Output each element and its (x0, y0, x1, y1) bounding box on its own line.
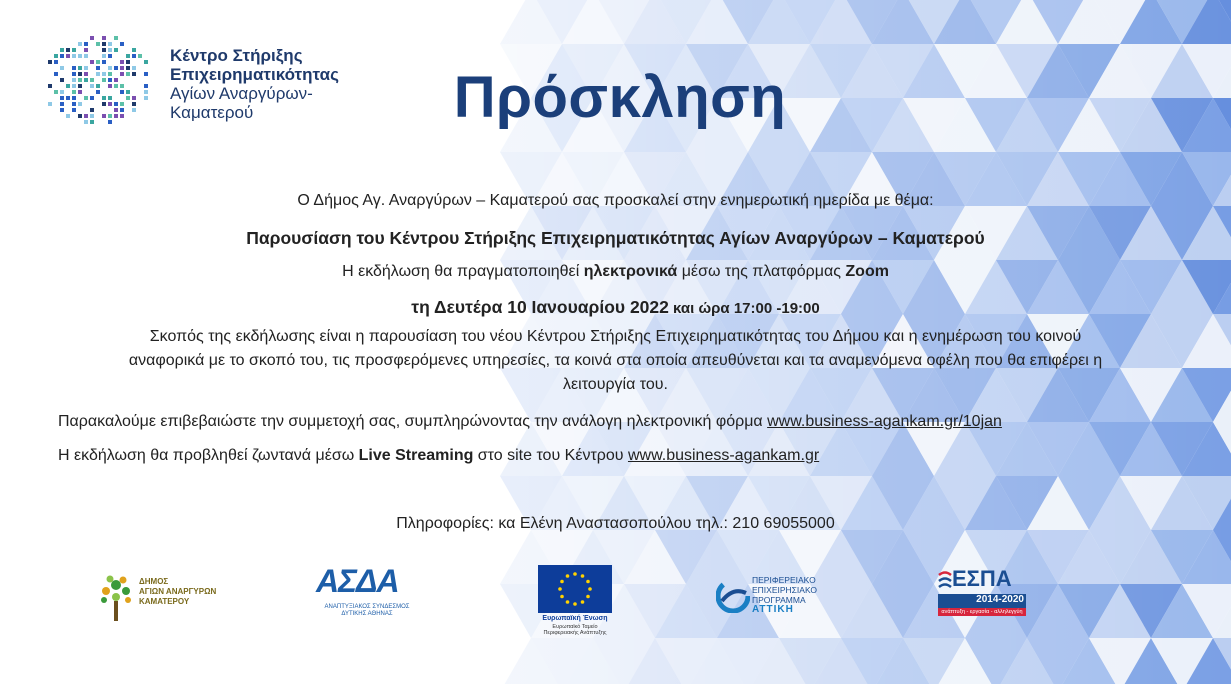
logo-dot (54, 60, 58, 64)
eu-fund-text (535, 624, 615, 636)
contact-info: Πληροφορίες: κα Ελένη Αναστασοπούλου τηλ.: 210 69055000 (396, 515, 835, 532)
espa-name: ΕΣΠΑ (952, 566, 1012, 591)
eu-star-icon (586, 595, 590, 599)
logo-dot (108, 96, 112, 100)
eu-star-icon (586, 580, 590, 584)
logo-dot (78, 84, 82, 88)
logo-dot (66, 54, 70, 58)
logo-dot (84, 72, 88, 76)
logo-dot (120, 42, 124, 46)
logo-dot (72, 66, 76, 70)
logo-dot (138, 54, 142, 58)
logo-dot (60, 90, 64, 94)
logo-dot (144, 72, 148, 76)
logo-dot (60, 108, 64, 112)
espa-logo (938, 568, 1028, 620)
asda-text (312, 604, 422, 618)
logo-dot (84, 66, 88, 70)
logo-dot (72, 72, 76, 76)
event-date (0, 297, 1231, 318)
logo-dot (108, 66, 112, 70)
logo-line-1: Κέντρο Στήριξης (170, 46, 303, 65)
wave-icon (938, 570, 952, 592)
logo-dot (132, 54, 136, 58)
logo-dot (132, 96, 136, 100)
logo-dot (96, 60, 100, 64)
ksea-logo (42, 24, 362, 134)
logo-dot (120, 114, 124, 118)
registration-form-link[interactable]: www.business-agankam.gr/10jan (767, 413, 1002, 430)
purpose-line-3: λειτουργία του. (563, 376, 668, 393)
logo-dot (84, 78, 88, 82)
eu-l1: Ευρωπαϊκό Ταμείο (552, 624, 598, 630)
eu-star-icon (560, 580, 564, 584)
logo-dot (102, 102, 106, 106)
logo-dot (54, 72, 58, 76)
logo-dot (90, 84, 94, 88)
logo-dot (114, 78, 118, 82)
logo-dot (102, 96, 106, 100)
eu-star-icon (560, 595, 564, 599)
municipality-text (139, 577, 216, 607)
logo-dot (72, 90, 76, 94)
logo-dot (78, 102, 82, 106)
logo-dot (102, 54, 106, 58)
online-pre: Η εκδήλωση θα πραγματοποιηθεί (342, 263, 584, 280)
logo-dot (144, 90, 148, 94)
logo-dot (72, 48, 76, 52)
logo-dot (132, 102, 136, 106)
logo-dot (108, 102, 112, 106)
stream-pre: Η εκδήλωση θα προβληθεί ζωντανά μέσω (58, 447, 359, 464)
logo-dot (90, 60, 94, 64)
municipality-l2: ΑΓΙΩΝ ΑΝΑΡΓΥΡΩΝ (139, 587, 217, 596)
logo-dot (66, 96, 70, 100)
eu-star-icon (573, 602, 577, 606)
eu-star-icon (581, 574, 585, 578)
tree-icon (95, 571, 137, 623)
logo-dot (114, 48, 118, 52)
pep-l2: ΕΠΙΧΕΙΡΗΣΙΑΚΟ (752, 585, 817, 595)
logo-dot (108, 120, 112, 124)
logo-dot (72, 84, 76, 88)
logo-dot (144, 84, 148, 88)
logo-dot (60, 48, 64, 52)
online-bold-electronic: ηλεκτρονικά (583, 263, 678, 280)
logo-dot (126, 66, 130, 70)
logo-dot (72, 78, 76, 82)
logo-dot (132, 108, 136, 112)
logo-dot (144, 60, 148, 64)
logo-dot (78, 66, 82, 70)
eu-star-icon (573, 572, 577, 576)
logo-dot (90, 108, 94, 112)
logo-line-4: Καματερού (170, 103, 254, 122)
eu-l2: Περιφερειακής Ανάπτυξης (543, 630, 607, 636)
eu-star-icon (588, 587, 592, 591)
event-date-time: και ώρα 17:00 -19:00 (668, 300, 820, 317)
purpose-paragraph (0, 325, 1231, 397)
logo-dot (66, 84, 70, 88)
logo-dot (78, 54, 82, 58)
logo-dot (102, 78, 106, 82)
logo-dot (102, 72, 106, 76)
logo-dot (96, 90, 100, 94)
eu-name: Ευρωπαϊκή Ένωση (542, 615, 608, 622)
asda-l1: ΑΝΑΠΤΥΞΙΑΚΟΣ ΣΥΝΔΕΣΜΟΣ (324, 604, 410, 610)
logo-dot (60, 78, 64, 82)
logo-dot (102, 42, 106, 46)
stream-mid: στο site του Κέντρου (473, 447, 628, 464)
logo-dot (78, 114, 82, 118)
pep-text (752, 575, 817, 615)
logo-dot (60, 96, 64, 100)
logo-dot (102, 48, 106, 52)
logo-dot (126, 90, 130, 94)
logo-dot (120, 108, 124, 112)
espa-slogan: ανάπτυξη - εργασία - αλληλεγγύη (938, 608, 1026, 616)
logo-dot (66, 48, 70, 52)
stream-text (58, 447, 819, 465)
online-mid: μέσω της πλατφόρμας (677, 263, 846, 280)
logo-dot (72, 102, 76, 106)
logo-dot (120, 60, 124, 64)
logo-dot (108, 78, 112, 82)
logo-dot (114, 114, 118, 118)
eu-star-icon (566, 600, 570, 604)
logo-dot (108, 84, 112, 88)
logo-dot (120, 102, 124, 106)
confirm-text (58, 413, 1002, 431)
logo-dot (90, 120, 94, 124)
logo-dot (102, 60, 106, 64)
eu-flag-icon (538, 565, 612, 613)
page-title: Πρόσκληση (453, 65, 787, 130)
logo-line-3: Αγίων Αναργύρων- (170, 84, 313, 103)
online-platform-text (0, 263, 1231, 281)
logo-dot (48, 84, 52, 88)
logo-dot (90, 36, 94, 40)
logo-dot (102, 36, 106, 40)
logo-dot (108, 42, 112, 46)
logo-dot (60, 54, 64, 58)
logo-dot (102, 114, 106, 118)
logo-dot (84, 48, 88, 52)
intro-text: Ο Δήμος Αγ. Αναργύρων – Καματερού σας προσκαλεί στην ενημερωτική ημερίδα με θέμα: (297, 192, 934, 209)
logo-dot (72, 108, 76, 112)
eu-star-icon (558, 587, 562, 591)
logo-dot (120, 84, 124, 88)
logo-dot (132, 72, 136, 76)
eu-star-icon (566, 574, 570, 578)
logo-dot (72, 54, 76, 58)
logo-dot (84, 96, 88, 100)
logo-dot (78, 42, 82, 46)
logo-dot (84, 120, 88, 124)
municipality-l3: ΚΑΜΑΤΕΡΟΥ (139, 597, 190, 606)
logo-dot (126, 54, 130, 58)
logo-dot (90, 114, 94, 118)
stream-bold: Live Streaming (358, 447, 474, 464)
purpose-line-2: αναφορικά με το σκοπό του, τις προσφερόμενες υπηρεσίες, τα κοινά στα οποία απευθύνεται και τα αναμενόμενα οφέλη που θα επιφέρει η (128, 352, 1103, 369)
logo-dot (114, 108, 118, 112)
logo-dot (48, 102, 52, 106)
dot-cluster-icon (42, 24, 167, 134)
event-date-day: τη Δευτέρα 10 Ιανουαρίου 2022 (411, 297, 669, 317)
logo-dot (108, 54, 112, 58)
logo-dot (120, 72, 124, 76)
logo-dot (132, 48, 136, 52)
espa-years: 2014-2020 (938, 594, 1026, 608)
asda-mark: ΑΣΔΑ (316, 563, 399, 599)
logo-dot (96, 42, 100, 46)
logo-dot (84, 42, 88, 46)
logo-line-2: Επιχειρηματικότητας (170, 65, 339, 84)
logo-dot (78, 90, 82, 94)
logo-dot (114, 66, 118, 70)
municipality-logo (95, 571, 235, 626)
event-subject: Παρουσίαση του Κέντρου Στήριξης Επιχειρηματικότητας Αγίων Αναργύρων – Καματερού (246, 228, 985, 248)
logo-dot (84, 114, 88, 118)
logo-dot (114, 102, 118, 106)
logo-dot (120, 66, 124, 70)
logo-dot (108, 114, 112, 118)
logo-dot (114, 84, 118, 88)
logo-dot (78, 72, 82, 76)
asda-logo (312, 563, 422, 623)
logo-dot (144, 96, 148, 100)
logo-dot (114, 36, 118, 40)
logo-dot (126, 60, 130, 64)
logo-dot (72, 96, 76, 100)
pep-l3: ΠΡΟΓΡΑΜΜΑ (752, 595, 806, 605)
online-bold-zoom: Zoom (845, 263, 889, 280)
eu-star-icon (581, 600, 585, 604)
logo-dot (126, 96, 130, 100)
municipality-l1: ΔΗΜΟΣ (139, 577, 169, 586)
logo-dot (108, 72, 112, 76)
purpose-line-1: Σκοπός της εκδήλωσης είναι η παρουσίαση του νέου Κέντρου Στήριξης Επιχειρηματικότητας του Δήμου και η ενημέρωση του κοινού (149, 328, 1082, 345)
logo-text (170, 46, 339, 122)
logo-dot (132, 66, 136, 70)
logo-dot (60, 102, 64, 106)
logo-dot (90, 78, 94, 82)
pep-l1: ΠΕΡΙΦΕΡΕΙΑΚΟ (752, 575, 816, 585)
logo-dot (96, 72, 100, 76)
logo-dot (84, 54, 88, 58)
logo-dot (96, 84, 100, 88)
logo-dot (126, 72, 130, 76)
pep-l4: ΑΤΤΙΚΗ (752, 604, 794, 615)
logo-dot (54, 90, 58, 94)
logo-dot (120, 90, 124, 94)
website-link[interactable]: www.business-agankam.gr (627, 447, 820, 464)
logo-dot (54, 54, 58, 58)
logo-dot (60, 66, 64, 70)
eu-logo (535, 565, 615, 640)
confirm-pre: Παρακαλούμε επιβεβαιώστε την συμμετοχή σας, συμπληρώνοντας την ανάλογη ηλεκτρονική φόρμα (58, 413, 768, 430)
logo-dot (48, 60, 52, 64)
logo-dot (66, 114, 70, 118)
swirl-icon (716, 579, 750, 613)
pep-attica-logo (716, 573, 841, 623)
asda-l2: ΔΥΤΙΚΗΣ ΑΘΗΝΑΣ (341, 611, 393, 617)
logo-dot (90, 96, 94, 100)
logo-dot (96, 66, 100, 70)
logo-dot (108, 48, 112, 52)
logo-dot (78, 78, 82, 82)
